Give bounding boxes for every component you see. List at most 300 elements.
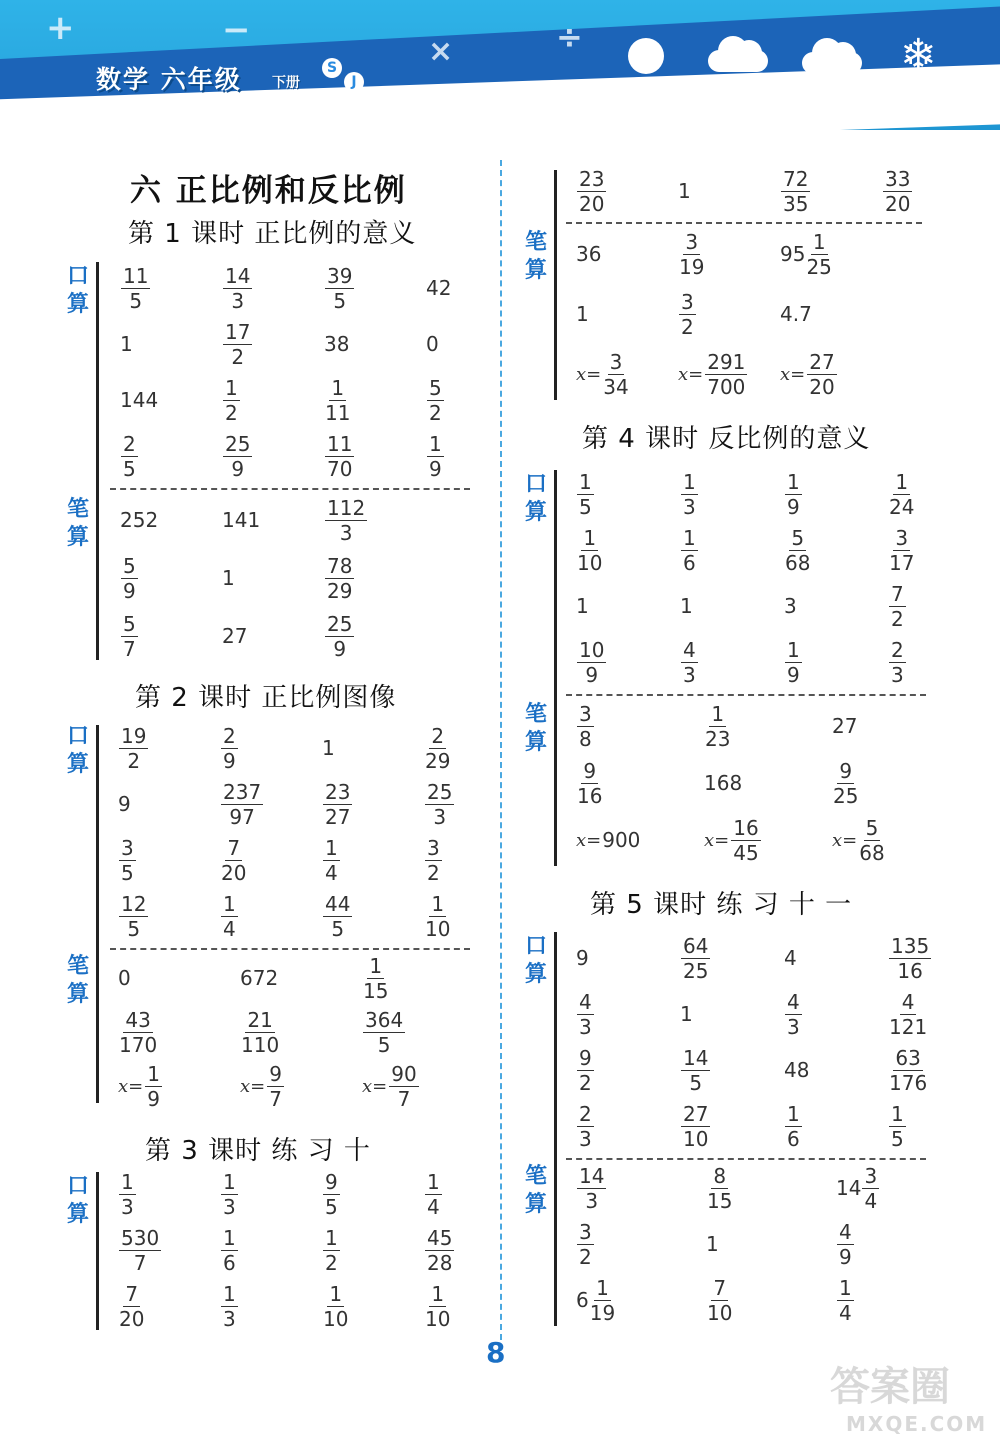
answer-item xyxy=(784,524,811,576)
badge-s: S xyxy=(322,58,342,78)
section-rule xyxy=(554,932,557,1326)
fraction xyxy=(121,611,138,661)
numerator: 364 xyxy=(365,1007,404,1032)
fraction xyxy=(325,553,354,603)
fraction xyxy=(425,891,451,941)
denominator: 20 xyxy=(809,374,835,399)
fraction xyxy=(223,319,252,369)
denominator: 70 xyxy=(327,456,353,481)
answer-item xyxy=(222,552,235,604)
numerator: 23 xyxy=(325,779,351,804)
answer-item xyxy=(322,1280,349,1332)
answer-item xyxy=(222,318,253,370)
denominator: 19 xyxy=(589,1300,616,1325)
number: 1 xyxy=(678,179,691,203)
numerator: 14 xyxy=(579,1163,605,1188)
denominator: 4 xyxy=(864,1188,878,1213)
answer-item xyxy=(576,700,595,752)
answer-item xyxy=(324,374,351,426)
fraction xyxy=(363,953,389,1003)
answer-item xyxy=(680,468,699,520)
denominator: 20 xyxy=(119,1306,145,1331)
answer-item xyxy=(426,374,445,426)
numerator: 1 xyxy=(891,1101,904,1126)
watermark-url: MXQE.COM xyxy=(846,1412,988,1436)
answer-item xyxy=(240,952,278,1004)
number: 27 xyxy=(222,624,248,648)
answer-item xyxy=(680,636,699,688)
answer-item xyxy=(680,1100,711,1152)
fraction xyxy=(577,1101,594,1151)
answer-item xyxy=(362,1006,406,1058)
answer-item xyxy=(706,1274,733,1326)
answer-item xyxy=(118,1224,162,1276)
lesson-title: 第 5 课时 练 习 十 一 xyxy=(590,890,853,920)
denominator: 27 xyxy=(325,804,351,829)
fraction xyxy=(889,581,906,631)
numerator: 1 xyxy=(223,1225,236,1250)
fraction xyxy=(681,1045,710,1095)
denominator: 2 xyxy=(891,606,904,631)
denominator: 3 xyxy=(231,288,245,313)
number: 0 xyxy=(118,966,131,990)
numerator: 3 xyxy=(681,289,694,314)
numerator: 14 xyxy=(225,263,251,288)
number: 1 xyxy=(576,594,589,618)
answer-item xyxy=(888,932,932,984)
fraction xyxy=(121,431,138,481)
numerator: 14 xyxy=(683,1045,709,1070)
answer-item xyxy=(426,262,451,314)
denominator: 5 xyxy=(333,288,347,313)
numerator: 2 xyxy=(891,637,904,662)
answer-item xyxy=(120,552,139,604)
denominator: 9 xyxy=(223,748,236,773)
numerator: 1 xyxy=(329,1281,343,1306)
numerator: 3 xyxy=(864,1163,878,1188)
fraction xyxy=(603,349,629,399)
answer-item xyxy=(424,778,455,830)
sun-icon xyxy=(628,38,664,74)
denominator: 3 xyxy=(339,520,353,545)
answer-item xyxy=(576,757,603,809)
denominator: 2 xyxy=(427,860,440,885)
denominator: 2 xyxy=(231,344,245,369)
numerator: 2 xyxy=(123,431,136,456)
answer-item xyxy=(118,722,149,774)
numerator: 3 xyxy=(895,525,909,550)
denominator: 700 xyxy=(707,374,746,399)
answer-item xyxy=(704,700,731,752)
fraction xyxy=(427,375,444,425)
fraction xyxy=(577,469,594,519)
fraction xyxy=(323,891,352,941)
denominator: 3 xyxy=(683,662,696,687)
denominator: 24 xyxy=(889,494,915,519)
section-rule xyxy=(96,1172,99,1330)
answer-item xyxy=(576,228,601,280)
denominator: 2 xyxy=(429,400,442,425)
fraction xyxy=(119,1281,145,1331)
numerator: 72 xyxy=(783,166,809,191)
fraction xyxy=(707,1275,733,1325)
fraction xyxy=(589,1275,616,1325)
answer-item xyxy=(888,1044,928,1096)
answer-item xyxy=(780,288,812,340)
answer-item xyxy=(576,1100,595,1152)
kousuan-label: 口 算 xyxy=(524,933,547,987)
number: 3 xyxy=(784,594,797,618)
denominator: 34 xyxy=(603,374,629,399)
number: 36 xyxy=(576,242,602,266)
number: 1 xyxy=(322,736,335,760)
denominator: 9 xyxy=(585,662,599,687)
answer-item xyxy=(576,165,607,217)
denominator: 10 xyxy=(323,1306,349,1331)
answer-item xyxy=(424,1224,455,1276)
denominator: 5 xyxy=(331,916,345,941)
numerator: 5 xyxy=(429,375,442,400)
number: 252 xyxy=(120,508,159,532)
answer-item xyxy=(704,814,762,866)
denominator: 9 xyxy=(787,662,800,687)
denominator: 10 xyxy=(707,1300,733,1325)
numerator: 3 xyxy=(579,1219,592,1244)
numerator: 7 xyxy=(125,1281,139,1306)
answer-item xyxy=(424,890,451,942)
answer-item xyxy=(322,834,341,886)
fraction xyxy=(883,166,912,216)
denominator: 25 xyxy=(683,958,709,983)
fraction xyxy=(267,1061,284,1111)
numerator: 64 xyxy=(683,933,709,958)
fraction xyxy=(681,637,698,687)
column-separator xyxy=(500,160,502,1340)
answer-item xyxy=(324,318,349,370)
fraction xyxy=(119,723,148,773)
fraction xyxy=(221,891,238,941)
answer-item xyxy=(118,1060,163,1112)
numerator: 4 xyxy=(579,989,592,1014)
denominator: 2 xyxy=(681,314,694,339)
fraction xyxy=(859,815,885,865)
answer-item xyxy=(322,1224,341,1276)
fraction xyxy=(833,758,859,808)
denominator: 23 xyxy=(705,726,731,751)
numerator: 44 xyxy=(325,891,351,916)
fraction xyxy=(121,553,138,603)
denominator: 3 xyxy=(579,1126,592,1151)
numerator: 237 xyxy=(223,779,262,804)
fraction xyxy=(785,525,811,575)
page-header xyxy=(0,0,1000,130)
answer-item xyxy=(118,1006,158,1058)
answer-item xyxy=(576,636,607,688)
mixed-whole: 95 xyxy=(780,242,806,266)
fraction xyxy=(363,1007,405,1057)
bisuan-label: 笔 算 xyxy=(66,496,89,550)
answer-item xyxy=(324,552,355,604)
fraction xyxy=(577,166,606,216)
fraction xyxy=(325,263,354,313)
answer-item xyxy=(784,1044,809,1096)
number: 141 xyxy=(222,508,261,532)
answer-item xyxy=(576,932,589,984)
answer-divider xyxy=(110,488,470,490)
denominator: 7 xyxy=(397,1086,411,1111)
fraction xyxy=(323,1281,349,1331)
answer-item xyxy=(576,524,603,576)
answer-item xyxy=(678,288,697,340)
number: 1 xyxy=(120,332,133,356)
numerator: 1 xyxy=(121,1169,134,1194)
answer-item xyxy=(680,988,693,1040)
answer-item xyxy=(784,580,797,632)
lesson-title: 第 2 课时 正比例图像 xyxy=(135,683,397,713)
answer-item xyxy=(118,890,149,942)
fraction xyxy=(705,701,731,751)
fraction xyxy=(323,779,352,829)
denominator: 35 xyxy=(783,191,809,216)
fraction xyxy=(223,431,252,481)
fraction xyxy=(425,723,451,773)
variable-x: x= xyxy=(704,829,730,851)
numerator: 9 xyxy=(269,1061,282,1086)
numerator: 25 xyxy=(327,611,353,636)
fraction xyxy=(425,1225,454,1275)
answer-item xyxy=(576,1218,595,1270)
watermark-logo: 答案圈 xyxy=(830,1364,950,1410)
snowflake-icon: ❄ xyxy=(900,30,937,81)
number: 1 xyxy=(222,566,235,590)
numerator: 11 xyxy=(123,263,149,288)
numerator: 1 xyxy=(895,469,909,494)
answer-item xyxy=(706,1218,719,1270)
answer-item xyxy=(706,1162,733,1214)
denominator: 6 xyxy=(223,1250,236,1275)
fraction xyxy=(889,989,928,1039)
numerator: 2 xyxy=(579,1101,592,1126)
fraction xyxy=(577,1163,606,1213)
fraction xyxy=(121,263,150,313)
numerator: 1 xyxy=(427,1169,440,1194)
number: 1 xyxy=(576,302,589,326)
numerator: 1 xyxy=(223,1169,236,1194)
numerator: 4 xyxy=(839,1219,852,1244)
fraction xyxy=(889,637,906,687)
fraction xyxy=(221,835,247,885)
denominator: 8 xyxy=(579,726,592,751)
denominator: 9 xyxy=(231,456,245,481)
denominator: 3 xyxy=(121,1194,134,1219)
denominator: 20 xyxy=(885,191,911,216)
denominator: 9 xyxy=(429,456,442,481)
answer-divider xyxy=(566,222,922,224)
answer-item xyxy=(576,1162,607,1214)
denominator: 2 xyxy=(579,1070,592,1095)
denominator: 97 xyxy=(229,804,255,829)
answer-item xyxy=(118,778,131,830)
page-number: 8 xyxy=(486,1336,506,1369)
answer-item xyxy=(836,1218,855,1270)
lesson-title: 第 3 课时 练 习 十 xyxy=(145,1136,371,1166)
fraction xyxy=(577,637,606,687)
denominator: 5 xyxy=(325,1194,338,1219)
answer-item xyxy=(576,348,630,400)
numerator: 1 xyxy=(223,1281,236,1306)
number: 144 xyxy=(120,388,159,412)
answer-item xyxy=(882,165,913,217)
denominator: 4 xyxy=(223,916,236,941)
section-rule xyxy=(554,470,557,866)
fraction xyxy=(577,1045,594,1095)
answer-item xyxy=(324,262,355,314)
number: 4 xyxy=(784,946,797,970)
number: 4.7 xyxy=(780,302,812,326)
numerator: 1 xyxy=(431,891,445,916)
numerator: 4 xyxy=(901,989,915,1014)
fraction xyxy=(862,1163,879,1213)
subject-title: 数学 六年级 xyxy=(96,65,242,94)
fraction xyxy=(427,431,444,481)
denominator: 110 xyxy=(241,1032,280,1057)
answer-item xyxy=(222,610,247,662)
lesson-title: 第 4 课时 反比例的意义 xyxy=(582,424,871,454)
denominator: 2 xyxy=(579,1244,592,1269)
fraction xyxy=(889,933,931,983)
variable-x: x= xyxy=(678,363,704,385)
number: 1 xyxy=(706,1232,719,1256)
denominator: 4 xyxy=(325,860,338,885)
numerator: 1 xyxy=(683,469,696,494)
answer-item xyxy=(220,778,264,830)
fraction xyxy=(425,1169,442,1219)
numerator: 17 xyxy=(225,319,251,344)
numerator: 23 xyxy=(579,166,605,191)
fraction xyxy=(119,1169,136,1219)
fraction xyxy=(707,1163,733,1213)
answer-divider xyxy=(566,694,926,696)
denominator: 4 xyxy=(427,1194,440,1219)
answer-item xyxy=(784,468,803,520)
answer-item xyxy=(576,1044,595,1096)
fraction xyxy=(577,1219,594,1269)
numerator: 9 xyxy=(583,758,597,783)
answer-item xyxy=(780,165,811,217)
numerator: 39 xyxy=(327,263,353,288)
numerator: 1 xyxy=(787,469,800,494)
answer-item xyxy=(832,814,886,866)
numerator: 19 xyxy=(121,723,147,748)
numerator: 1 xyxy=(331,375,345,400)
answer-item xyxy=(576,580,589,632)
denominator: 3 xyxy=(891,662,904,687)
fraction xyxy=(681,525,698,575)
denominator: 6 xyxy=(787,1126,800,1151)
fraction xyxy=(425,779,454,829)
denominator: 9 xyxy=(147,1086,160,1111)
denominator: 3 xyxy=(433,804,447,829)
numerator: 9 xyxy=(579,1045,592,1070)
answer-item xyxy=(426,430,445,482)
variable-x: x= xyxy=(576,363,602,385)
fraction xyxy=(681,1101,710,1151)
fraction xyxy=(119,835,136,885)
denominator: 3 xyxy=(223,1306,236,1331)
fraction xyxy=(785,1101,802,1151)
answer-item xyxy=(120,318,133,370)
lesson-title: 第 1 课时 正比例的意义 xyxy=(128,219,417,249)
divide-icon: ÷ xyxy=(556,18,583,56)
answer-item xyxy=(784,988,803,1040)
answer-item xyxy=(780,348,838,400)
fraction xyxy=(679,289,696,339)
numerator: 4 xyxy=(683,637,696,662)
variable-x: x= xyxy=(780,363,806,385)
fraction xyxy=(785,989,802,1039)
numerator: 1 xyxy=(579,469,592,494)
fraction xyxy=(577,525,603,575)
answer-item xyxy=(120,494,158,546)
denominator: 3 xyxy=(683,494,696,519)
numerator: 1 xyxy=(325,1225,338,1250)
answer-item xyxy=(324,430,355,482)
fraction xyxy=(119,1225,161,1275)
answer-item xyxy=(120,430,139,482)
variable-x: x= xyxy=(118,1075,144,1097)
denominator: 170 xyxy=(119,1032,158,1057)
variable-x: x= xyxy=(240,1075,266,1097)
answer-item xyxy=(680,1044,711,1096)
denominator: 16 xyxy=(577,783,603,808)
numerator: 1 xyxy=(787,637,800,662)
bisuan-label: 笔 算 xyxy=(524,701,547,755)
denominator: 176 xyxy=(889,1070,928,1095)
denominator: 2 xyxy=(225,400,238,425)
answer-item xyxy=(322,778,353,830)
number: 38 xyxy=(324,332,350,356)
kousuan-label: 口 算 xyxy=(66,263,89,317)
answer-item xyxy=(322,722,335,774)
number: 1 xyxy=(680,1002,693,1026)
numerator: 530 xyxy=(121,1225,160,1250)
number: 900 xyxy=(602,828,641,852)
answer-item xyxy=(220,1224,239,1276)
variable-x: x= xyxy=(362,1075,388,1097)
bisuan-label: 笔 算 xyxy=(66,953,89,1007)
numerator: 1 xyxy=(596,1275,609,1300)
numerator: 291 xyxy=(707,349,746,374)
answer-item xyxy=(832,700,857,752)
answer-item xyxy=(424,722,451,774)
answer-item xyxy=(680,932,711,984)
answer-item xyxy=(362,952,389,1004)
fraction xyxy=(889,525,915,575)
denominator: 68 xyxy=(859,840,885,865)
fraction xyxy=(389,1061,418,1111)
numerator: 25 xyxy=(427,779,453,804)
denominator: 11 xyxy=(325,400,351,425)
answer-item xyxy=(680,580,693,632)
fraction xyxy=(119,1007,158,1057)
denominator: 20 xyxy=(579,191,605,216)
numerator: 1 xyxy=(225,375,238,400)
minus-icon: − xyxy=(222,10,251,50)
denominator: 10 xyxy=(425,916,451,941)
denominator: 7 xyxy=(269,1086,282,1111)
answer-item xyxy=(322,1168,341,1220)
fraction xyxy=(221,1225,238,1275)
